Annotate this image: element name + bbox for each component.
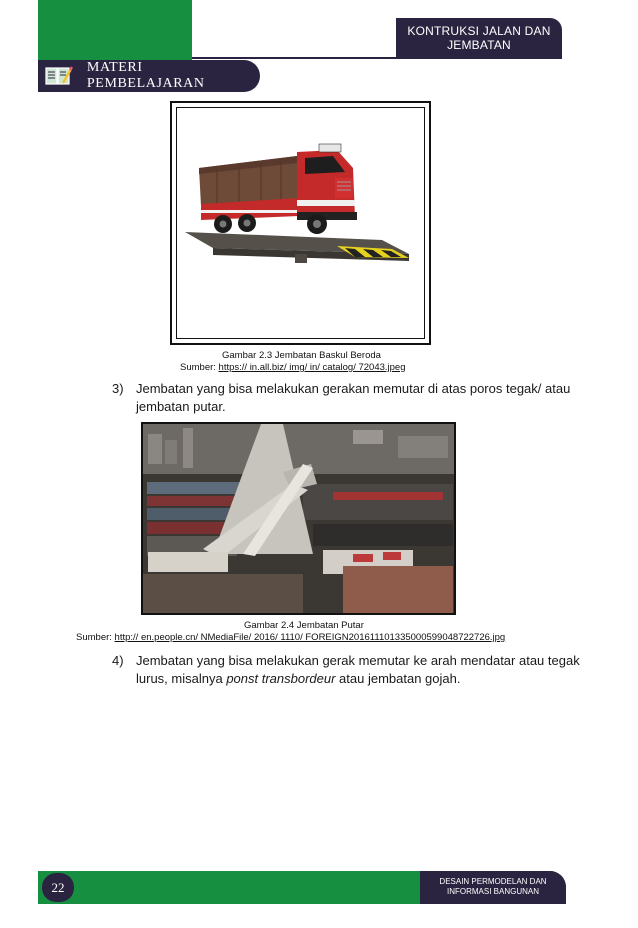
rotating-bridge-photo <box>143 424 454 613</box>
truck-weighbridge-image <box>177 108 424 338</box>
figure-caption-1: Gambar 2.3 Jembatan Baskul Beroda <box>222 350 381 361</box>
figure-swing-bridge <box>141 422 456 615</box>
chapter-title-line2: JEMBATAN <box>447 38 511 52</box>
footer-book-title-line2: INFORMASI BANGUNAN <box>446 887 539 896</box>
list-item-4-number: 4) <box>112 653 124 668</box>
source-link-1[interactable]: https:// in.all.biz/ img/ in/ catalog/ 72043.jpeg <box>218 362 406 373</box>
source-link-2[interactable]: http:// en.people.cn/ NMediaFile/ 2016/ 1110/ FOREIGN201611101335000599048722726.jpg <box>114 632 506 643</box>
chapter-title-tab <box>396 18 562 59</box>
page-number: 22 <box>42 873 74 902</box>
section-bar <box>38 60 260 92</box>
footer-book-title <box>420 871 566 904</box>
list-item-4 <box>112 652 582 688</box>
list-item-4-italic-term: ponst transbordeur <box>226 671 336 686</box>
source-prefix-1: Sumber: <box>180 362 216 373</box>
section-label: MATERI PEMBELAJARAN <box>86 60 205 91</box>
book-pencil-icon <box>38 60 81 92</box>
chapter-title-line1: KONTRUKSI JALAN DAN <box>407 24 551 38</box>
list-item-3-number: 3) <box>112 381 124 396</box>
figure-source-1 <box>180 362 406 374</box>
header-green-block <box>38 0 192 60</box>
footer-book-title-line1: DESAIN PERMODELAN DAN <box>439 877 547 886</box>
figure-source-2 <box>76 632 505 644</box>
figure-baskul-bridge <box>170 101 431 345</box>
list-item-4-text <box>136 652 582 688</box>
list-item-3 <box>112 380 582 416</box>
list-item-4-text-after: atau jembatan gojah. <box>335 671 461 686</box>
list-item-3-text: Jembatan yang bisa melakukan gerakan memutar di atas poros tegak/ atau jembatan putar. <box>136 381 571 414</box>
figure-caption-2: Gambar 2.4 Jembatan Putar <box>244 620 364 631</box>
source-prefix-2: Sumber: <box>76 632 112 643</box>
list-item-4-text-before: Jembatan yang bisa melakukan gerak memutar ke arah mendatar atau tegak lurus, misalnya <box>136 653 580 686</box>
